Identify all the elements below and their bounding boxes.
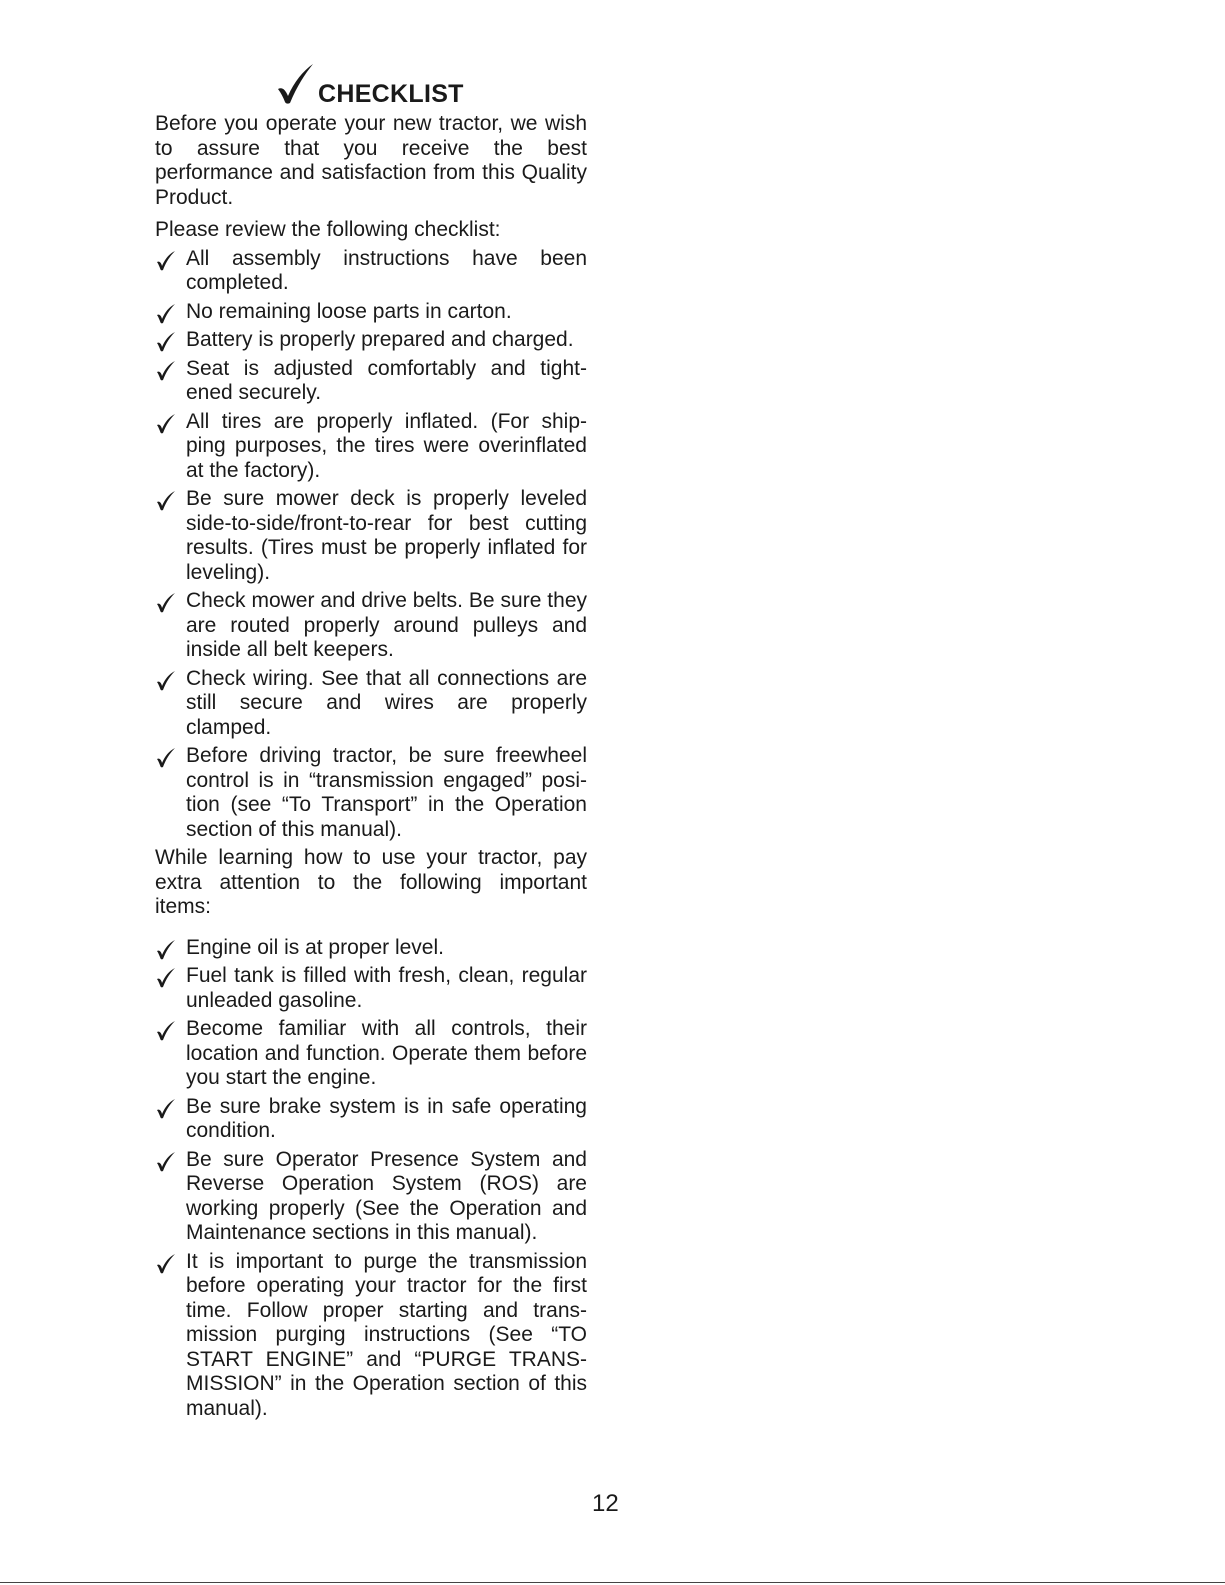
- checkmark-icon: [156, 250, 176, 271]
- checklist-item: [155, 247, 587, 296]
- checkmark-icon: [156, 939, 176, 960]
- checkmark-icon: [156, 1253, 176, 1274]
- checklist-item: [155, 328, 587, 353]
- checklist-item-text: Check wiring. See that all connections are still secure and wires are properly clamped.: [186, 666, 587, 739]
- checkmark-icon: [156, 967, 176, 988]
- important-items-list: [155, 936, 587, 1422]
- important-item: [155, 1017, 587, 1091]
- checkmark-icon: [156, 360, 176, 381]
- checklist-item: [155, 744, 587, 842]
- important-item: [155, 1148, 587, 1246]
- checklist-item: [155, 487, 587, 585]
- checklist-item-text: All tires are properly inflated. (For ship-ping purposes, the tires were overinflated at the factory).: [186, 409, 587, 482]
- checkmark-icon: [156, 413, 176, 434]
- review-prompt: Please review the following checklist:: [155, 218, 501, 241]
- checkmark-icon: [275, 62, 315, 106]
- checklist-column: [155, 72, 587, 1425]
- checkmark-icon: [156, 331, 176, 352]
- checklist-item: [155, 300, 587, 325]
- checklist-heading: [155, 72, 587, 110]
- checklist-item: [155, 410, 587, 484]
- checklist-item: [155, 357, 587, 406]
- important-item: [155, 964, 587, 1013]
- checklist-title: CHECKLIST: [318, 80, 464, 108]
- checklist-item: [155, 589, 587, 663]
- intro-paragraph: Before you operate your new tractor, we wish to assure that you receive the best performance and satisfaction from this Quality Product.: [155, 112, 587, 209]
- checkmark-icon: [156, 1151, 176, 1172]
- checkmark-icon: [156, 670, 176, 691]
- checklist-item-text: Seat is adjusted comfortably and tight-ened securely.: [186, 356, 587, 404]
- checklist-item: [155, 667, 587, 741]
- checklist-item-text: All assembly instructions have been completed.: [186, 246, 587, 294]
- checkmark-icon: [156, 592, 176, 613]
- important-item: [155, 1095, 587, 1144]
- page-number: 12: [592, 1490, 619, 1517]
- important-item-text: It is important to purge the transmission before operating your tractor for the first time. Follow proper starting and trans-mission purging instructions (See “TO START ENGINE” and “PURGE TRANS-MISSION” in the Operation section of this manual).: [186, 1249, 587, 1420]
- important-item-text: Be sure brake system is in safe operating condition.: [186, 1094, 587, 1142]
- important-item: [155, 1250, 587, 1422]
- assembly-checklist: [155, 247, 587, 843]
- learning-prompt: While learning how to use your tractor, pay extra attention to the following important items:: [155, 846, 587, 918]
- checklist-item-text: Battery is properly prepared and charged.: [186, 328, 574, 351]
- checklist-item-text: Be sure mower deck is properly leveled side-to-side/front-to-rear for best cutting results. (Tires must be properly inflated for leveling).: [186, 487, 587, 584]
- checklist-item-text: Before driving tractor, be sure freewheel control is in “transmission engaged” posi-tion (see “To Transport” in the Operation section of this manual).: [186, 744, 587, 841]
- checklist-item-text: No remaining loose parts in carton.: [186, 299, 512, 323]
- important-item-text: Engine oil is at proper level.: [186, 935, 444, 959]
- checkmark-icon: [156, 747, 176, 768]
- checkmark-icon: [156, 490, 176, 511]
- checkmark-icon: [156, 1020, 176, 1041]
- important-item: [155, 936, 587, 961]
- checkmark-icon: [156, 303, 176, 324]
- checklist-item-text: Check mower and drive belts. Be sure they are routed properly around pulleys and inside all belt keepers.: [186, 589, 587, 661]
- page-edge-divider: [0, 1582, 1225, 1583]
- important-item-text: Be sure Operator Presence System and Reverse Operation System (ROS) are working properly (See the Operation and Maintenance sections in this manual).: [186, 1147, 587, 1244]
- checkmark-icon: [156, 1098, 176, 1119]
- important-item-text: Fuel tank is filled with fresh, clean, regular unleaded gasoline.: [186, 964, 587, 1012]
- important-item-text: Become familiar with all controls, their location and function. Operate them before you start the engine.: [186, 1017, 587, 1089]
